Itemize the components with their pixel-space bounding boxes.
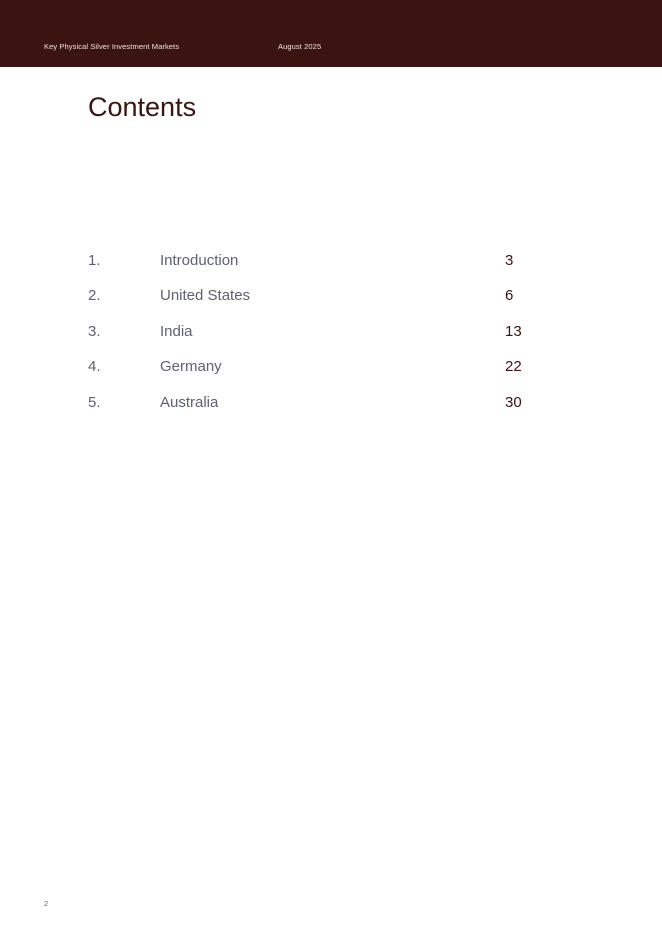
toc-entry-introduction[interactable]	[0, 252, 662, 276]
toc-entry-number: 2.	[88, 287, 101, 304]
toc-entry-number: 1.	[88, 252, 101, 269]
toc-entry-australia[interactable]	[0, 394, 662, 418]
toc-entry-number: 3.	[88, 323, 101, 340]
toc-entry-label[interactable]: Germany	[160, 358, 222, 375]
toc-entry-page[interactable]: 13	[505, 323, 522, 340]
document-title: Key Physical Silver Investment Markets	[44, 42, 180, 51]
document-date: August 2025	[278, 42, 322, 51]
page-title: Contents	[88, 92, 197, 122]
toc-entry-page[interactable]: 6	[505, 287, 514, 304]
toc-entry-label[interactable]: Australia	[160, 394, 219, 411]
toc-entry-page[interactable]: 22	[505, 358, 522, 375]
header-bar	[0, 0, 662, 67]
toc-entry-label[interactable]: Introduction	[160, 252, 239, 269]
toc-entry-number: 4.	[88, 358, 101, 375]
toc-entry-india[interactable]	[0, 323, 662, 347]
toc-entry-label[interactable]: United States	[160, 287, 251, 304]
toc-entry-page[interactable]: 3	[505, 252, 514, 269]
toc-entry-number: 5.	[88, 394, 101, 411]
toc-entry-page[interactable]: 30	[505, 394, 522, 411]
page-number: 2	[44, 899, 49, 908]
toc-entry-label[interactable]: India	[160, 323, 193, 340]
toc-entry-united-states[interactable]	[0, 287, 662, 311]
toc-entry-germany[interactable]	[0, 358, 662, 382]
